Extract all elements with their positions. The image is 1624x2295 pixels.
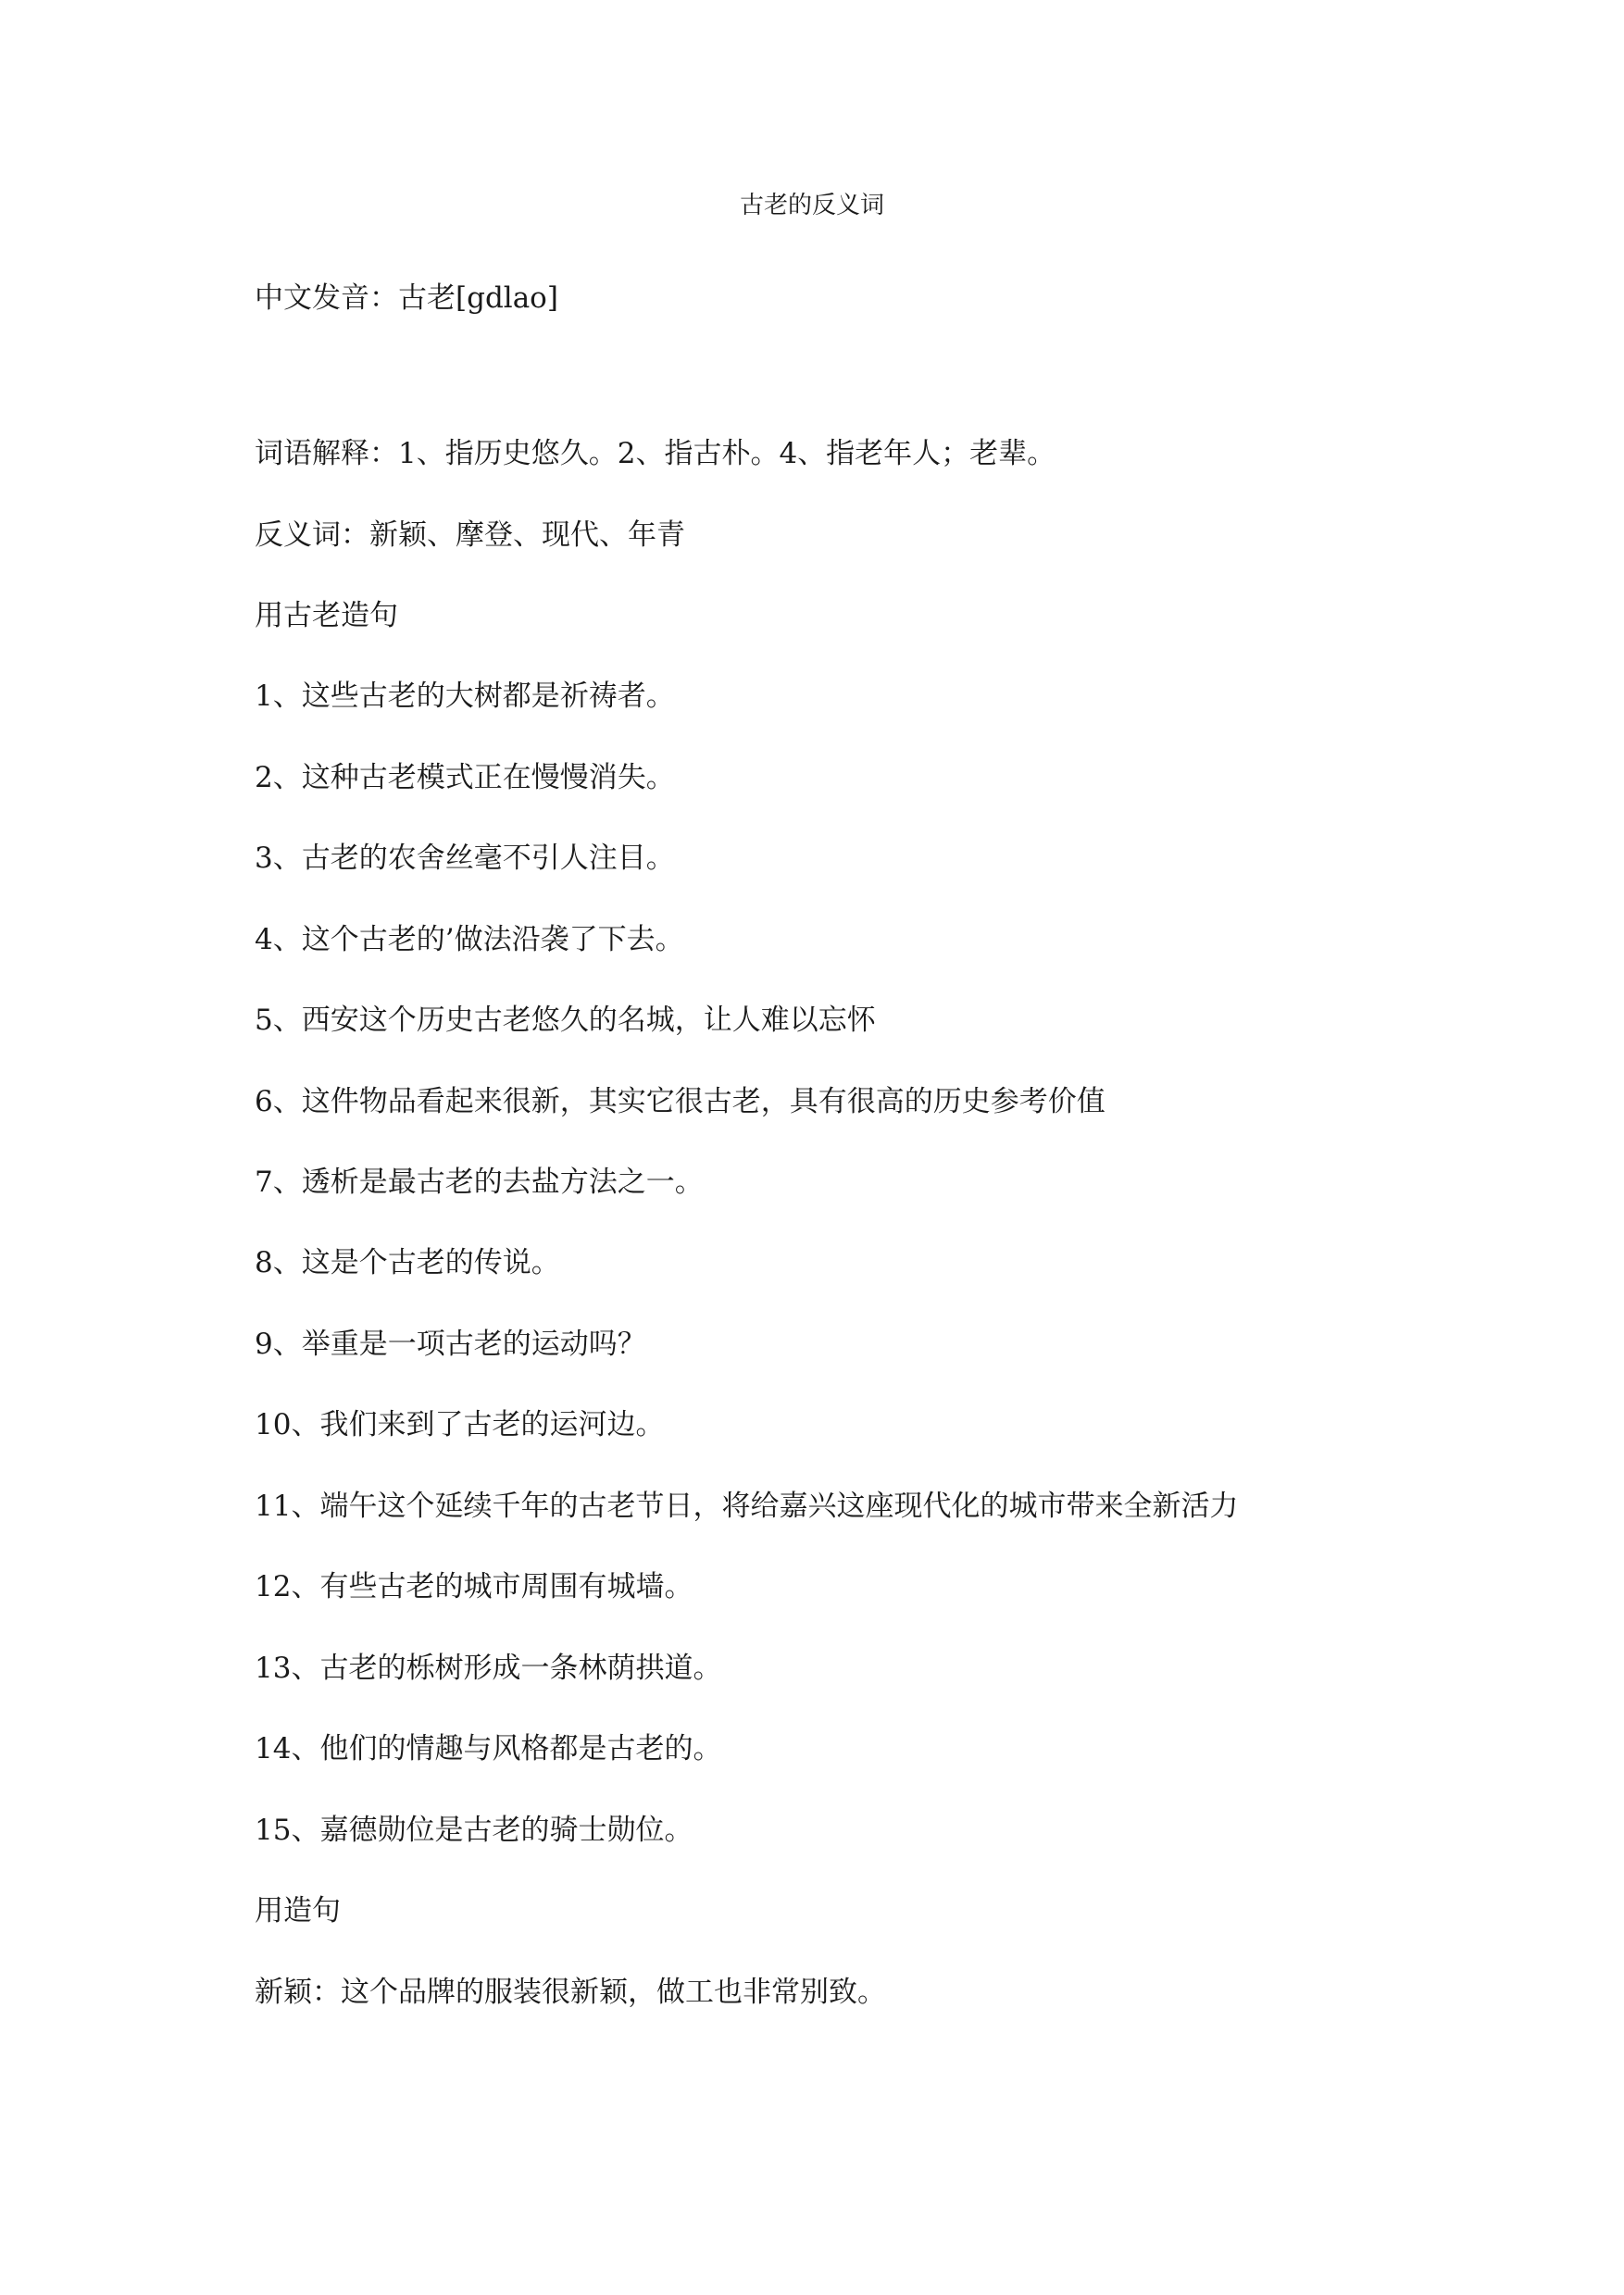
sentence-item: 14、他们的情趣与风格都是古老的。 (255, 1732, 722, 1765)
sentence-item: 6、这件物品看起来很新，其实它很古老，具有很高的历史参考价值 (255, 1085, 1106, 1118)
sentence-item: 11、端午这个延续千年的古老节日，将给嘉兴这座现代化的城市带来全新活力 (255, 1490, 1239, 1523)
section-heading-sentences: 用古老造句 (255, 599, 398, 632)
sentence-item: 9、举重是一项古老的运动吗？ (255, 1328, 646, 1361)
pronunciation-line: 中文发音：古老[gdlao] (255, 281, 558, 315)
sentence-item: 12、有些古老的城市周围有城墙。 (255, 1570, 693, 1603)
sentence-item: 8、这是个古老的传说。 (255, 1246, 560, 1279)
sentence-item: 7、透析是最古老的去盐方法之一。 (255, 1166, 704, 1199)
sentence-item: 13、古老的栎树形成一条林荫拱道。 (255, 1652, 722, 1685)
sentence-item: 5、西安这个历史古老悠久的名城，让人难以忘怀 (255, 1004, 876, 1037)
antonyms-line: 反义词：新颖、摩登、现代、年青 (255, 518, 685, 552)
sentence-item: 2、这种古老模式正在慢慢消失。 (255, 761, 675, 794)
example-line: 新颖：这个品牌的服装很新颖，做工也非常别致。 (255, 1976, 886, 2009)
sentence-item: 10、我们来到了古老的运河边。 (255, 1408, 665, 1441)
explanation-line: 词语解释：1、指历史悠久。2、指古朴。4、指老年人；老辈。 (255, 437, 1056, 470)
sentence-item: 15、嘉德勋位是古老的骑士勋位。 (255, 1814, 693, 1847)
section-heading-examples: 用造句 (255, 1894, 341, 1927)
sentence-item: 4、这个古老的’做法沿袭了下去。 (255, 923, 684, 956)
sentence-item: 1、这些古老的大树都是祈祷者。 (255, 680, 675, 713)
sentence-item: 3、古老的农舍丝毫不引人注目。 (255, 842, 675, 875)
document-title: 古老的反义词 (739, 192, 884, 219)
